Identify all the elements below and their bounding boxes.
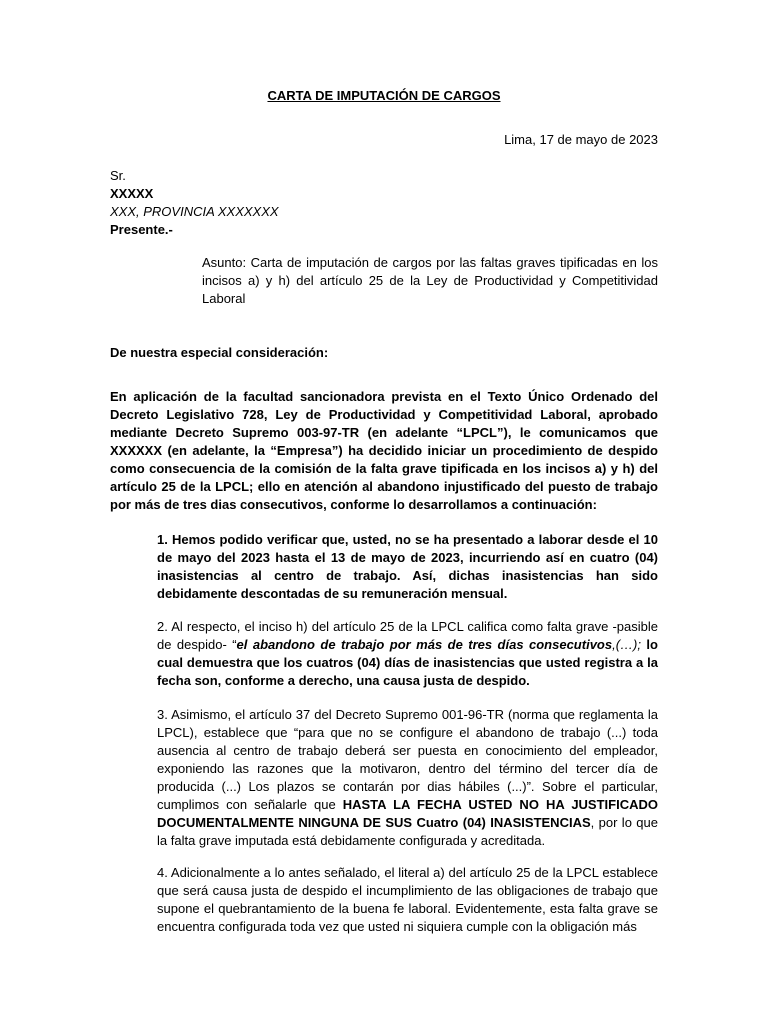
- item2-ellipsis: ,(…);: [612, 637, 641, 652]
- addressee-location: XXX, PROVINCIA XXXXXXX: [110, 204, 279, 219]
- addressee-salutation: Sr.: [110, 168, 126, 183]
- subject-paragraph: Asunto: Carta de imputación de cargos por las faltas graves tipificadas en los incisos a) y h) del artículo 25 de la Ley de Productividad y Competitividad Laboral: [202, 255, 658, 306]
- item2-text-2: lo cual demuestra que los cuatros (04) días de inasistencias que usted registra a la fecha son, conforme a derecho, una causa justa de despido.: [157, 637, 658, 688]
- list-item-3: [157, 706, 658, 850]
- document-title: CARTA DE IMPUTACIÓN DE CARGOS: [267, 88, 501, 103]
- list-item-2: [157, 618, 658, 690]
- item2-text-1: 2. Al respecto, el inciso h) del artículo 25 de la LPCL califica como falta grave -pasible de despido- “: [157, 619, 658, 652]
- intro-paragraph: En aplicación de la facultad sancionadora prevista en el Texto Único Ordenado del Decreto Legislativo 728, Ley de Productividad y Competitividad Laboral, aprobado mediante Decreto Supremo 003-97-TR (en adelante “LPCL”), le comunicamos que XXXXXX (en adelante, la “Empresa”) ha decidido iniciar un procedimiento de despido como consecuencia de la comisión de la falta grave tipificada en los incisos a) y h) del artículo 25 de la LPCL; ello en atención al abandono injustificado del puesto de trabajo por más de tres dias consecutivos, conforme lo desarrollamos a continuación:: [110, 389, 658, 512]
- item3-text-1: 3. Asimismo, el artículo 37 del Decreto Supremo 001-96-TR (norma que reglamenta la LPCL), establece que “para que no se configure el abandono de trabajo (...) toda ausencia al centro de trabajo deberá ser puesta en conocimiento del empleador, exponiendo las razones que la motivaron, dentro del término del tercer día de producida (...) Los plazos se contarán por dias hábiles (...)”. Sobre el particular, cumplimos con señalarle que: [157, 707, 658, 812]
- letter-date: Lima, 17 de mayo de 2023: [504, 132, 658, 147]
- item2-quote: el abandono de trabajo por más de tres días consecutivos: [236, 637, 613, 652]
- addressee-block: [110, 167, 279, 239]
- addressee-presente: Presente.-: [110, 222, 173, 237]
- greeting: De nuestra especial consideración:: [110, 345, 329, 360]
- list-item-4: 4. Adicionalmente a lo antes señalado, el literal a) del artículo 25 de la LPCL establece que será causa justa de despido el incumplimiento de las obligaciones de trabajo que supone el quebrantamiento de la buena fe laboral. Evidentemente, esta falta grave se encuentra configurada toda vez que usted ni siquiera cumple con la obligación más: [157, 865, 658, 934]
- item3-text-2: , por lo que la falta grave imputada está debidamente configurada y acreditada.: [157, 815, 658, 848]
- list-item-1: 1. Hemos podido verificar que, usted, no se ha presentado a laborar desde el 10 de mayo del 2023 hasta el 13 de mayo de 2023, incurriendo así en cuatro (04) inasistencias al centro de trabajo. Así, dichas inasistencias han sido debidamente descontadas de su remuneración mensual.: [157, 532, 658, 601]
- addressee-name: XXXXX: [110, 186, 154, 201]
- item3-emphasis: HASTA LA FECHA USTED NO HA JUSTIFICADO DOCUMENTALMENTE NINGUNA DE SUS Cuatro (04) INASISTENCIAS: [157, 797, 658, 830]
